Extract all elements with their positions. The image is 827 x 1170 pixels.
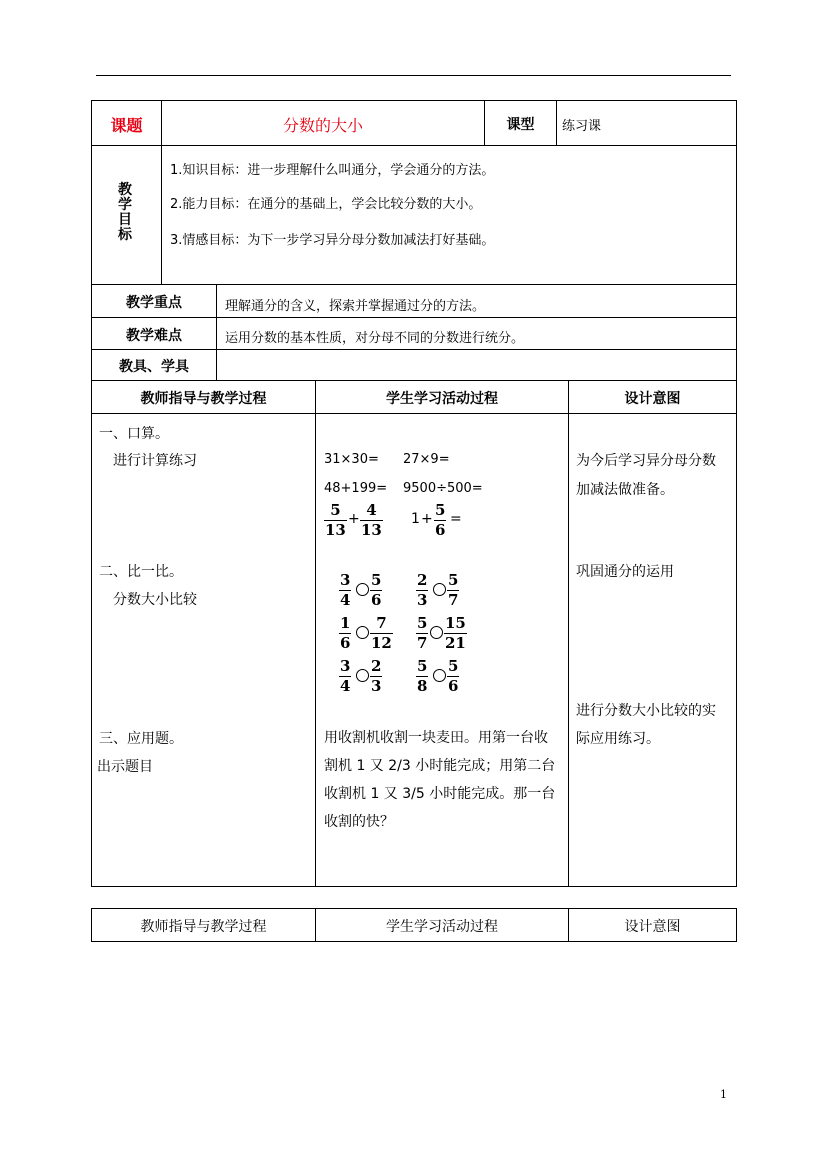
objective-knowledge: 1.知识目标：进一步理解什么叫通分，学会通分的方法。 [170, 163, 495, 178]
problem-line: 用收割机收割一块麦田。用第一台收 [324, 730, 548, 746]
type-label: 课型 [506, 117, 535, 133]
objective-emotion: 3.情感目标：为下一步学习异分母分数加减法打好基础。 [170, 233, 495, 248]
denominator: 6 [448, 677, 459, 695]
numerator: 3 [340, 571, 351, 589]
compare-circle[interactable] [356, 583, 369, 596]
compare-circle[interactable] [433, 583, 446, 596]
numerator: 5 [330, 501, 341, 519]
intent-compare: 巩固通分的运用 [576, 564, 674, 580]
topic-label: 课题 [110, 116, 143, 135]
fraction [370, 572, 382, 609]
numerator: 5 [417, 657, 428, 675]
calc-item: 9500÷500= [403, 481, 483, 496]
calc-item: 27×9= [403, 452, 450, 467]
compare-circle[interactable] [356, 669, 369, 682]
calc-item: 31×30= [324, 452, 379, 467]
whole-number: 1 [411, 511, 420, 527]
col-header-student: 学生学习活动过程 [386, 391, 498, 407]
numerator: 5 [448, 571, 459, 589]
footer-col-teacher: 教师指导与教学过程 [140, 919, 267, 935]
problem-line: 收割的快？ [324, 814, 394, 830]
fraction [339, 615, 351, 652]
denominator: 13 [361, 521, 382, 539]
equals-sign: = [450, 511, 462, 527]
numerator: 15 [445, 614, 466, 632]
denominator: 6 [435, 521, 446, 539]
fraction [370, 615, 393, 652]
fraction [416, 572, 428, 609]
section-apply-sub: 出示题目 [97, 759, 153, 775]
calc-item: 48+199= [324, 481, 388, 496]
section-apply-title: 三、应用题。 [99, 731, 183, 747]
numerator: 2 [417, 571, 428, 589]
tools-label: 教具、学具 [119, 359, 189, 375]
problem-line: 割机 1 又 2/3 小时能完成；用第二台 [324, 758, 556, 774]
fraction [370, 658, 382, 695]
denominator: 7 [448, 591, 459, 609]
objective-ability: 2.能力目标：在通分的基础上，学会比较分数的大小。 [170, 197, 482, 212]
numerator: 3 [340, 657, 351, 675]
section-oral-title: 一、口算。 [99, 426, 169, 442]
difficulty-value: 运用分数的基本性质，对分母不同的分数进行统分。 [225, 331, 525, 346]
fraction [444, 615, 467, 652]
fraction [360, 502, 383, 539]
difficulty-label: 教学难点 [126, 328, 182, 344]
section-compare-title: 二、比一比。 [99, 564, 183, 580]
key-point-label: 教学重点 [126, 295, 182, 311]
denominator: 4 [340, 677, 351, 695]
numerator: 5 [417, 614, 428, 632]
denominator: 13 [325, 521, 346, 539]
numerator: 4 [366, 501, 377, 519]
numerator: 5 [448, 657, 459, 675]
fraction [416, 658, 428, 695]
numerator: 5 [371, 571, 382, 589]
plus-sign: + [421, 511, 433, 527]
numerator: 1 [340, 614, 351, 632]
compare-circle[interactable] [356, 626, 369, 639]
section-oral-sub: 进行计算练习 [113, 453, 197, 469]
denominator: 21 [445, 634, 466, 652]
denominator: 3 [417, 591, 428, 609]
section-compare-sub: 分数大小比较 [113, 592, 197, 608]
objectives-label: 教学目标 [118, 182, 132, 243]
fraction [339, 658, 351, 695]
header-rule [96, 75, 731, 76]
denominator: 4 [340, 591, 351, 609]
denominator: 12 [371, 634, 392, 652]
intent-apply-line: 进行分数大小比较的实 [576, 703, 716, 719]
problem-line: 收割机 1 又 3/5 小时能完成。那一台 [324, 786, 556, 802]
denominator: 3 [371, 677, 382, 695]
fraction [434, 502, 446, 539]
compare-circle[interactable] [430, 626, 443, 639]
fraction [447, 658, 459, 695]
footer-col-intent: 设计意图 [624, 919, 681, 935]
fraction [416, 615, 428, 652]
denominator: 8 [417, 677, 428, 695]
denominator: 6 [371, 591, 382, 609]
fraction [324, 502, 347, 539]
fraction [339, 572, 351, 609]
compare-circle[interactable] [433, 669, 446, 682]
numerator: 5 [435, 501, 446, 519]
footer-col-student: 学生学习活动过程 [386, 919, 498, 935]
intent-oral-line: 加减法做准备。 [576, 482, 674, 498]
intent-apply-line: 际应用练习。 [576, 731, 660, 747]
page-number: 1 [720, 1088, 727, 1101]
numerator: 7 [376, 614, 387, 632]
col-header-intent: 设计意图 [624, 391, 681, 407]
type-value: 练习课 [562, 119, 602, 134]
intent-oral-line: 为今后学习异分母分数 [576, 453, 716, 469]
denominator: 7 [417, 634, 428, 652]
denominator: 6 [340, 634, 351, 652]
fraction [447, 572, 459, 609]
col-header-teacher: 教师指导与教学过程 [140, 391, 267, 407]
key-point-value: 理解通分的含义，探索并掌握通过分的方法。 [225, 299, 486, 314]
topic-title: 分数的大小 [282, 116, 363, 135]
plus-sign: + [348, 511, 360, 527]
numerator: 2 [371, 657, 382, 675]
